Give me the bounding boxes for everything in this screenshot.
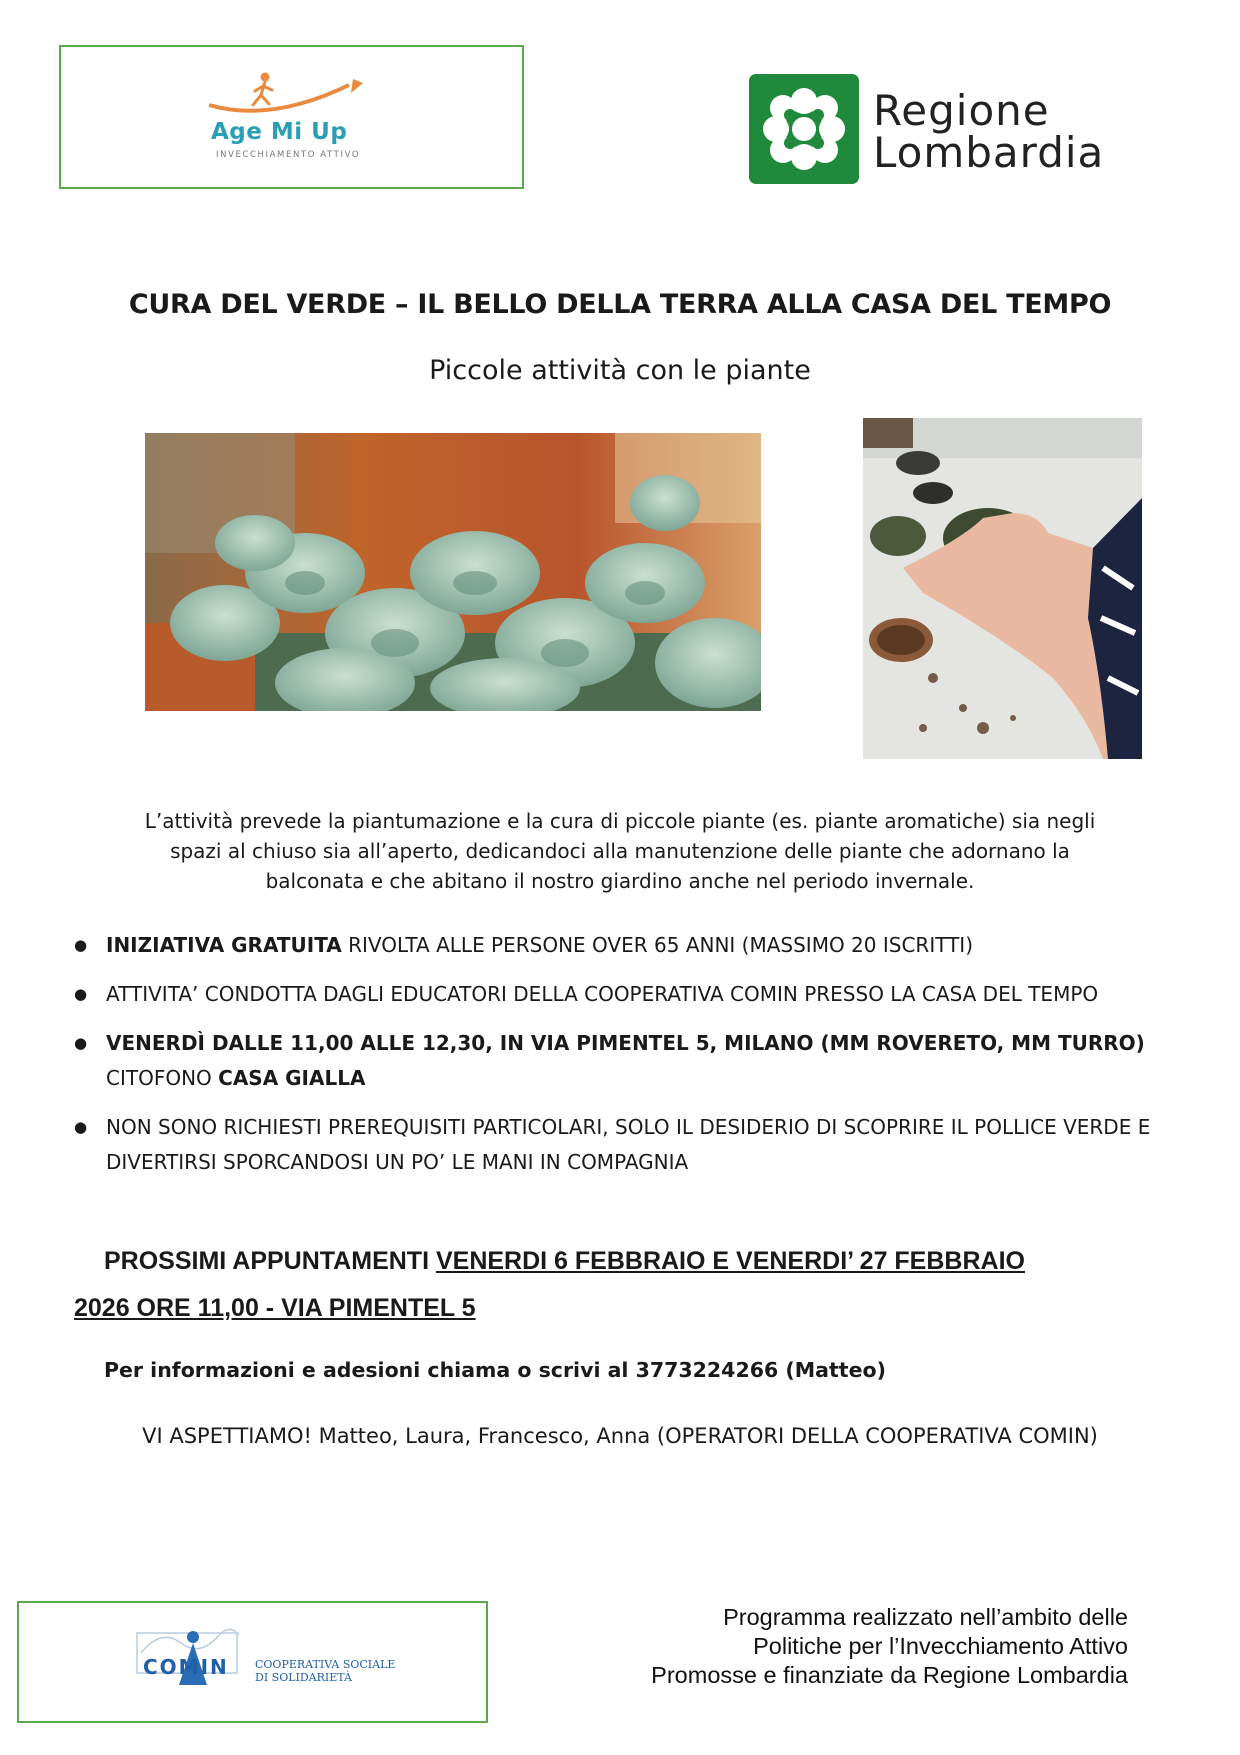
closing-line: VI ASPETTIAMO! Matteo, Laura, Francesco, Anna (OPERATORI DELLA COOPERATIVA COMIN) [142, 1424, 1098, 1448]
program-footer [651, 1603, 1128, 1690]
next-appointments [74, 1238, 1134, 1332]
regione-lombardia-emblem [749, 74, 859, 184]
comin-line2: DI SOLIDARIETÀ [255, 1671, 352, 1684]
succulents-photo [145, 433, 761, 711]
footer-line3: Promosse e finanziate da Regione Lombardia [651, 1662, 1128, 1688]
footer-line1: Programma realizzato nell’ambito delle [723, 1604, 1128, 1630]
comin-line1: COOPERATIVA SOCIALE [255, 1658, 396, 1671]
requirements-text: NON SONO RICHIESTI PREREQUISITI PARTICOLARI, SOLO IL DESIDERIO DI SCOPRIRE IL POLLICE VERDE E DIVERTIRSI SPORCANDOSI UN PO’ LE MANI IN COMPAGNIA [106, 1115, 1151, 1174]
rosa-camuna-icon [749, 74, 859, 184]
appointments-lead: PROSSIMI APPUNTAMENTI [104, 1247, 436, 1275]
intro-paragraph: L’attività prevede la piantumazione e la cura di piccole piante (es. piante aromatiche) sia negli spazi al chiuso sia all’aperto, dedicandoci alla manutenzione delle piante che adornano la balconata e che abitano il nostro giardino anche nel periodo invernale. [144, 809, 1096, 893]
educators-text: ATTIVITA’ CONDOTTA DAGLI EDUCATORI DELLA COOPERATIVA COMIN PRESSO LA CASA DEL TEMPO [106, 982, 1099, 1006]
repotting-hands-photo [863, 418, 1142, 759]
lombardia-label: Lombardia [873, 128, 1105, 177]
schedule-location-text: VENERDÌ DALLE 11,00 ALLE 12,30, IN VIA PIMENTEL 5, MILANO (MM ROVERETO, MM TURRO) [106, 1031, 1145, 1055]
appointment-dates: VENERDI 6 FEBBRAIO E VENERDI’ 27 FEBBRAIO [435, 1247, 1025, 1275]
footer-line2: Politiche per l’Invecchiamento Attivo [753, 1633, 1128, 1659]
intercom-name: CASA GIALLA [218, 1066, 366, 1090]
walking-person-arrow-icon [201, 69, 381, 119]
comin-logo [17, 1601, 488, 1723]
free-initiative-label: INIZIATIVA GRATUITA [106, 933, 342, 957]
intercom-label: CITOFONO [106, 1066, 219, 1090]
age-mi-up-name: Age Mi Up [211, 119, 348, 145]
list-item [74, 977, 1154, 1012]
comin-name: COMIN [143, 1655, 229, 1679]
contact-info: Per informazioni e adesioni chiama o scrivi al 3773224266 (Matteo) [104, 1358, 886, 1382]
age-mi-up-logo [59, 45, 524, 189]
list-item [74, 1110, 1154, 1180]
age-mi-up-tagline: INVECCHIAMENTO ATTIVO [216, 150, 361, 160]
page-title: CURA DEL VERDE – IL BELLO DELLA TERRA ALLA CASA DEL TEMPO [128, 289, 1112, 320]
regione-label: Regione [873, 86, 1050, 135]
target-audience-text: RIVOLTA ALLE PERSONE OVER 65 ANNI (MASSIMO 20 ISCRITTI) [341, 933, 974, 957]
appointment-time-place: 2026 ORE 11,00 - VIA PIMENTEL 5 [74, 1294, 476, 1322]
details-list [74, 928, 1154, 1180]
list-item [74, 1026, 1154, 1096]
page-subtitle: Piccole attività con le piante [429, 355, 811, 386]
list-item [74, 928, 1154, 963]
